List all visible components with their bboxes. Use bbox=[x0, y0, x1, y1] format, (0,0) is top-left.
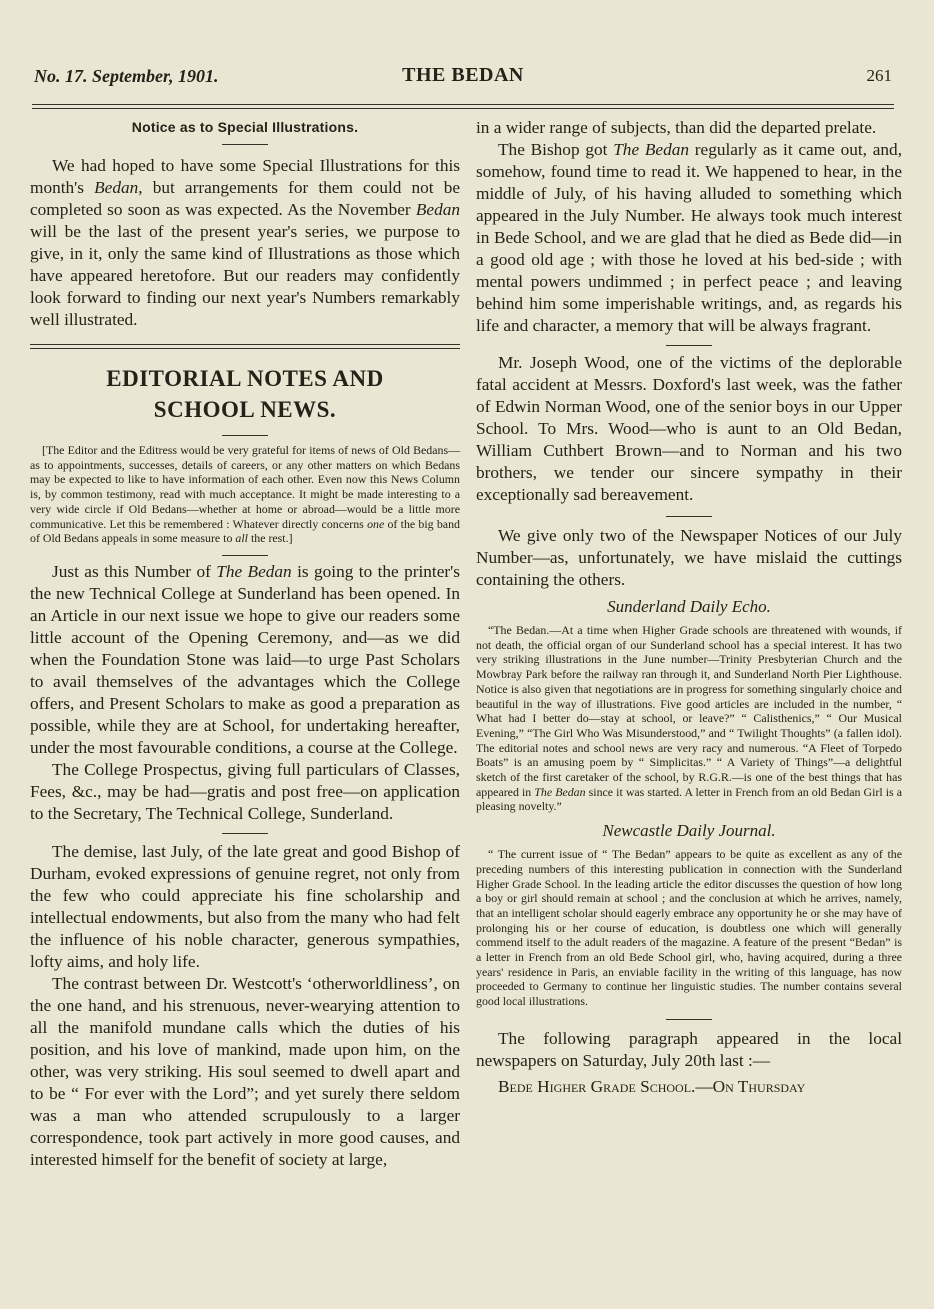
journal-title: THE BEDAN bbox=[402, 64, 524, 86]
section-divider bbox=[666, 1019, 712, 1020]
notice-paragraph: We had hoped to have some Special Illustrations for this month's Bedan, but arrangements for them could not be completed so soon as was expected. As the November Bedan will be the last of the present year's series, we purpose to give, in it, only the same kind of Illustrations as those which have appeared heretofore. But our readers may confidently look forward to finding our next year's Numbers remarkably well illustrated. bbox=[30, 156, 461, 329]
section-divider bbox=[666, 345, 712, 346]
right-column bbox=[476, 112, 902, 1098]
newcastle-journal-notice: “ The current issue of “ The Bedan” appears to be quite as excellent as any of the preceding numbers of this interesting publication in connection with the Sunderland Higher Grade School. In the leading article the editor discusses the question of how long a boy or girl should remain at school ; and the conclusion at which he arrives, namely, that an intelligent scholar should eagerly embrace any opportunity he or she may have of prolonging his or her course of education, is doubtless one which will generally commend itself to the adult readers of the magazine. A feature of the present “Bedan” is a letter in French from an old Bede School girl, who, having acquired, during a three years' residence in Paris, an enviable facility in the writing of this language, has now proceeded to Germany to continue her linguistic studies. The number contains several good local illustrations. bbox=[476, 847, 902, 1009]
newspaper-notices-intro: We give only two of the Newspaper Notices of our July Number—as, unfortunately, we have mislaid the cuttings containing the others. bbox=[476, 526, 902, 589]
section-divider bbox=[222, 144, 268, 145]
newcastle-journal-title: Newcastle Daily Journal. bbox=[602, 821, 776, 841]
technical-college-paragraph: Just as this Number of The Bedan is going to the printer's the new Technical College at Sunderland has been opened. In an Article in our next issue we hope to give our readers some little account of the Opening Ceremony, and—as we did when the Foundation Stone was laid—to urge Past Scholars to avail themselves of the advantages which the College offers, and Present Scholars to make as good a preparation as possible, while they are at School, for undertaking hereafter, under the most favourable conditions, a course at the College. bbox=[30, 561, 460, 757]
section-divider bbox=[666, 516, 712, 517]
left-column bbox=[30, 112, 460, 1171]
sunderland-echo-title: Sunderland Daily Echo. bbox=[607, 597, 771, 616]
westcott-contrast-paragraph: The contrast between Dr. Westcott's ‘otherworldliness’, on the one hand, and his strenuous, never-wearying attention to all the manifold mundane calls which the duties of his position, and his love of mankind, made upon him, on the other, was very striking. His soul seemed to dwell apart and to be “ For ever with the Lord”; and yet surely there seldom was a man who attended scrupulously to a larger correspondence, took part actively in more good causes, and interested himself for the benefit of society at large, bbox=[30, 973, 460, 1169]
bishop-demise-paragraph: The demise, last July, of the late great and good Bishop of Durham, evoked expressions of genuine regret, not only from the few who could appreciate his fine scholarship and intellectual endowments, but also from the many who had felt the influence of his noble character, generous sympathies, lofty aims, and holy life. bbox=[30, 841, 460, 971]
section-divider bbox=[222, 435, 268, 436]
joseph-wood-paragraph: Mr. Joseph Wood, one of the victims of the deplorable fatal accident at Messrs. Doxford's last week, was the father of Edwin Norman Wood, one of the senior boys in our Upper School. To Mrs. Wood—who is aunt to an Old Bedan, William Cuthbert Brown—and to Norman and his two brothers, we tender our sincere sympathy in their exceptionally sad bereavement. bbox=[476, 353, 902, 504]
notice-title: Notice as to Special Illustrations. bbox=[131, 119, 359, 135]
page-number: 261 bbox=[866, 66, 892, 85]
editorial-heading: EDITORIAL NOTES AND SCHOOL NEWS. bbox=[106, 366, 384, 422]
section-divider bbox=[222, 833, 268, 834]
bishop-bedan-paragraph: The Bishop got The Bedan regularly as it came out, and, somehow, found time to read it. We happened to hear, in the middle of July, of his having alluded to something which appeared in the July Number. He always took much interest in Bede School, and we are glad that he died as Bede did—in a good old age ; with those he loved at his bed-side ; with mental powers undimmed ; in perfect peace ; and leaving behind him some imperishable writings, and, as regards his life and character, a memory that will be always fragrant. bbox=[476, 140, 903, 335]
issue-date: No. 17. September, 1901. bbox=[34, 66, 219, 86]
bede-school-paragraph-start: Bede Higher Grade School.—On Thursday bbox=[498, 1076, 806, 1096]
running-head bbox=[32, 66, 894, 96]
section-divider bbox=[222, 555, 268, 556]
sunderland-echo-notice: “The Bedan.—At a time when Higher Grade schools are threatened with wounds, if not death, the official organ of our Sunderland school has a special interest. It has two very striking illustrations in the June number—Trinity Presbyterian Church and the Mowbray Park before the railway ran through it, and Sunderland North Pier Lighthouse. Notice is also given that negotiations are in progress for something singularly choice and beautiful in the way of illustrations. Five good articles are included in the number, “ What had I better do—stay at school, or leave?” “ Calisthenics,” “ Our Musical Evening,” “The Girl Who Was Misunderstood,” and “ Twilight Thoughts” (a fallen idol). The editorial notes and school news are very racy and numerous. “A Fleet of Torpedo Boats” is an amusing poem by “ Simplicitas.” “ A Variety of Things”—a delightful sketch of the first caretaker of the school, by R.G.R.—is one of the best things that has appeared in The Bedan since it was started. A letter in French from an old Bedan Girl is a pleasing novelty.” bbox=[476, 623, 902, 814]
westcott-paragraph-continued: in a wider range of subjects, than did the departed prelate. bbox=[476, 118, 877, 137]
header-double-rule bbox=[32, 104, 894, 109]
section-double-rule bbox=[30, 344, 460, 349]
editor-request-note: [The Editor and the Editress would be very grateful for items of news of Old Bedans—as to appointments, successes, details of careers, or any other matters on which Bedans may be expected to like to have information of each other. Even now this News Column is, by common testimony, read with much acceptance. It might be made interesting to a very wide circle if Old Bedans—whether at home or abroad—would be a little more communicative. Let this be remembered : Whatever directly concerns one of the big band of Old Bedans appeals in some measure to all the rest.] bbox=[30, 443, 460, 546]
college-prospectus-paragraph: The College Prospectus, giving full particulars of Classes, Fees, &c., may be had—gratis and post free—on application to the Secretary, The Technical College, Sunderland. bbox=[30, 759, 460, 823]
following-paragraph-intro: The following paragraph appeared in the local newspapers on Saturday, July 20th last :— bbox=[476, 1028, 902, 1070]
